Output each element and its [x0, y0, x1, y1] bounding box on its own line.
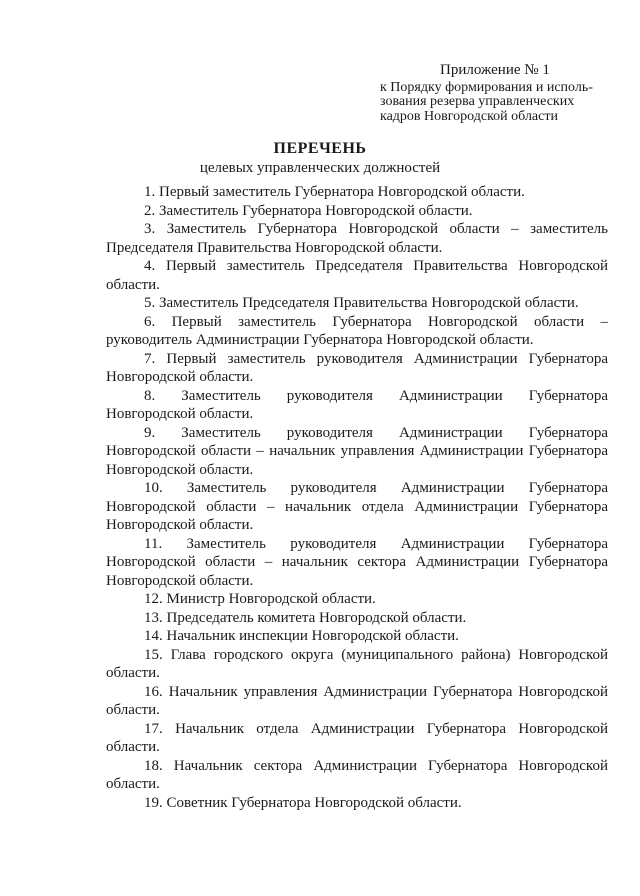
list-item: 18. Начальник сектора Администрации Губернатора Новгородской области. — [106, 757, 608, 792]
list-item: 5. Заместитель Председателя Правительства Новгородской области. — [144, 295, 579, 311]
list-item: 6. Первый заместитель Губернатора Новгородской области – руководитель Администрации Губернатора Новгородской области. — [106, 313, 608, 348]
list-item: 8. Заместитель руководителя Администрации Губернатора Новгородской области. — [106, 387, 608, 422]
document-subheading: целевых управленческих должностей — [199, 160, 441, 176]
appendix-line: кадров Новгородской области — [380, 108, 558, 124]
appendix-block — [380, 63, 610, 124]
appendix-line: зования резерва управленческих — [380, 94, 575, 109]
list-item: 13. Председатель комитета Новгородской области. — [144, 609, 467, 626]
list-item: 7. Первый заместитель руководителя Администрации Губернатора Новгородской области. — [106, 350, 608, 385]
list-item: 15. Глава городского округа (муниципального района) Новгородской области. — [106, 646, 608, 681]
positions-list — [106, 183, 608, 812]
list-item: 12. Министр Новгородской области. — [144, 591, 376, 607]
list-item: 16. Начальник управления Администрации Губернатора Новгородской области. — [106, 683, 608, 718]
list-item: 19. Советник Губернатора Новгородской области. — [144, 794, 462, 811]
list-item: 4. Первый заместитель Председателя Правительства Новгородской области. — [106, 258, 608, 293]
appendix-line: к Порядку формирования и исполь- — [380, 79, 593, 95]
list-item: 2. Заместитель Губернатора Новгородской области. — [144, 202, 473, 219]
list-item: 1. Первый заместитель Губернатора Новгородской области. — [144, 184, 525, 200]
list-item: 9. Заместитель руководителя Администрации Губернатора Новгородской области – начальник управления Администрации Губернатора Новгородской области. — [106, 424, 608, 478]
list-item: 17. Начальник отдела Администрации Губернатора Новгородской области. — [106, 720, 608, 755]
list-item: 10. Заместитель руководителя Администрации Губернатора Новгородской области – начальник отдела Администрации Губернатора Новгородской области. — [106, 480, 608, 533]
list-item: 14. Начальник инспекции Новгородской области. — [144, 628, 459, 644]
document-heading: ПЕРЕЧЕНЬ — [273, 140, 367, 157]
appendix-title: Приложение № 1 — [440, 62, 550, 78]
list-item: 11. Заместитель руководителя Администрации Губернатора Новгородской области – начальник сектора Администрации Губернатора Новгородской области. — [106, 535, 608, 589]
list-item: 3. Заместитель Губернатора Новгородской области – заместитель Председателя Правительства Новгородской области. — [106, 221, 608, 256]
